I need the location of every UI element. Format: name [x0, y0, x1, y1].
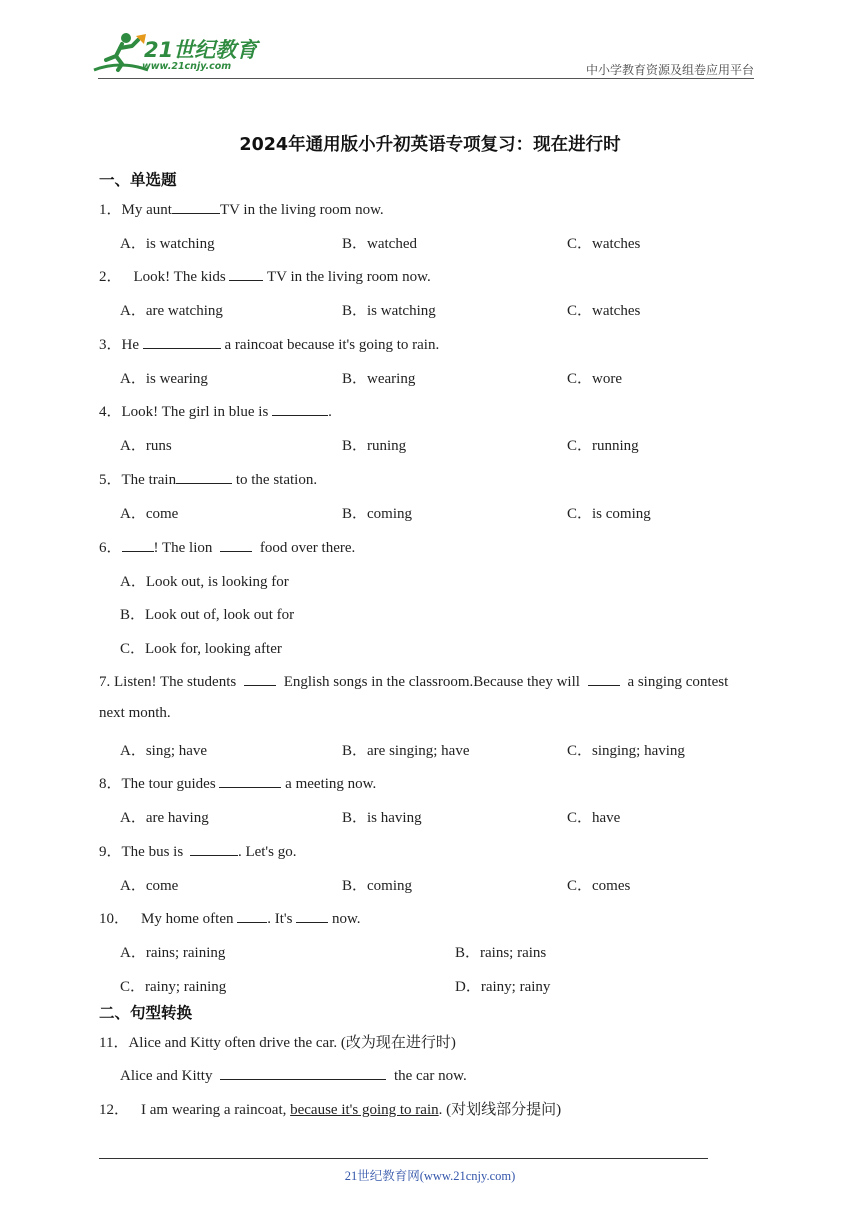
question-9: 9．The bus is . Let's go. [99, 840, 296, 861]
answer-blank[interactable] [588, 671, 620, 686]
answer-blank[interactable] [176, 469, 232, 484]
option-a[interactable]: A．are watching [120, 303, 223, 319]
option-b[interactable]: B．coming [342, 506, 412, 522]
logo-url: www.21cnjy.com [142, 61, 232, 72]
option-b[interactable]: B．runing [342, 438, 407, 454]
page-header [0, 0, 860, 80]
page-footer: 21世纪教育网(www.21cnjy.com) [344, 1169, 516, 1183]
option-b[interactable]: B．is watching [342, 303, 436, 319]
question-2: 2． Look! The kids TV in the living room now. [99, 265, 431, 286]
header-divider [98, 78, 754, 79]
option-a[interactable]: A．rains; raining [120, 945, 226, 961]
logo-text: 21世纪教育 [144, 38, 258, 62]
option-c[interactable]: C．comes [567, 878, 631, 894]
question-11: 11．Alice and Kitty often drive the car. (改为现在进行时) [99, 1035, 456, 1051]
option-d[interactable]: D．rainy; rainy [455, 979, 551, 995]
option-b[interactable]: B．coming [342, 878, 412, 894]
question-1: 1．My aunt TV in the living room now. [99, 198, 384, 219]
question-3: 3．He a raincoat because it's going to rain. [99, 333, 439, 354]
question-6: 6． ! The lion food over there. [99, 536, 355, 557]
option-b[interactable]: B．is having [342, 810, 422, 826]
answer-blank[interactable] [220, 537, 252, 552]
option-b[interactable]: B．watched [342, 236, 417, 252]
answer-blank[interactable] [219, 773, 281, 788]
question-12: 12． I am wearing a raincoat, because it's going to rain. (对划线部分提问) [99, 1102, 562, 1118]
option-c[interactable]: C．is coming [567, 506, 651, 522]
question-11-answer-line: Alice and Kitty the car now. [120, 1065, 467, 1085]
option-a[interactable]: A．come [120, 506, 179, 522]
answer-blank[interactable] [172, 199, 220, 214]
section-heading-single-choice: 一、单选题 [99, 171, 177, 189]
option-a[interactable]: A．is wearing [120, 371, 208, 387]
footer-divider [99, 1158, 708, 1159]
option-a[interactable]: A．sing; have [120, 743, 208, 759]
answer-blank[interactable] [143, 334, 221, 349]
option-a[interactable]: A．is watching [120, 236, 215, 252]
question-7: 7. Listen! The students English songs in the classroom.Because they will a singing contest [99, 671, 728, 691]
question-10: 10． My home often . It's now. [99, 907, 361, 928]
question-4: 4．Look! The girl in blue is . [99, 400, 332, 421]
option-c[interactable]: C．have [567, 810, 621, 826]
answer-blank[interactable] [244, 671, 276, 686]
answer-blank[interactable] [122, 537, 154, 552]
option-c[interactable]: C．rainy; raining [120, 979, 227, 995]
option-c[interactable]: C．Look for, looking after [120, 641, 282, 657]
question-5: 5．The train to the station. [99, 468, 317, 489]
platform-name: 中小学教育资源及组卷应用平台 [585, 63, 754, 77]
option-a[interactable]: A．come [120, 878, 179, 894]
option-b[interactable]: B．rains; rains [455, 945, 547, 961]
option-b[interactable]: B．are singing; have [342, 743, 470, 759]
option-c[interactable]: C．watches [567, 303, 641, 319]
option-c[interactable]: C．watches [567, 236, 641, 252]
question-7-continued: next month. [99, 705, 171, 721]
option-c[interactable]: C．running [567, 438, 639, 454]
site-logo [92, 30, 262, 76]
option-a[interactable]: A．Look out, is looking for [120, 574, 289, 590]
option-b[interactable]: B．wearing [342, 371, 416, 387]
answer-blank[interactable] [229, 266, 263, 281]
section-heading-sentence-transform: 二、句型转换 [99, 1004, 193, 1022]
option-a[interactable]: A．are having [120, 810, 209, 826]
answer-blank[interactable] [190, 841, 238, 856]
option-c[interactable]: C．singing; having [567, 743, 685, 759]
option-c[interactable]: C．wore [567, 371, 622, 387]
question-8: 8．The tour guides a meeting now. [99, 772, 376, 793]
option-b[interactable]: B．Look out of, look out for [120, 607, 295, 623]
answer-blank[interactable] [237, 908, 267, 923]
option-a[interactable]: A．runs [120, 438, 172, 454]
answer-blank[interactable] [296, 908, 328, 923]
page-title: 2024年通用版小升初英语专项复习：现在进行时 [239, 135, 621, 155]
answer-blank[interactable] [220, 1065, 386, 1080]
underlined-phrase: because it's going to rain [290, 1102, 439, 1118]
answer-blank[interactable] [272, 401, 328, 416]
